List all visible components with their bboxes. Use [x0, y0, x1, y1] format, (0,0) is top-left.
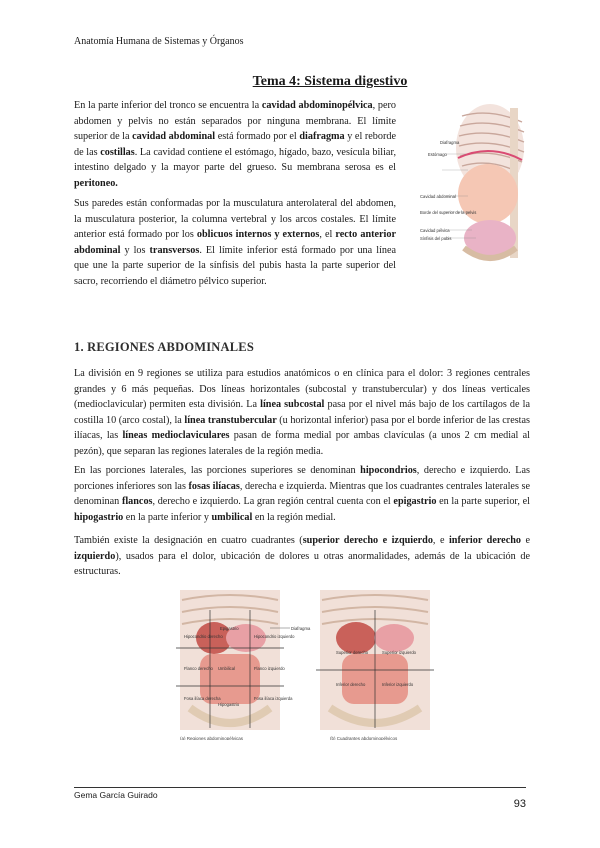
page-number: 93 — [513, 798, 526, 810]
quadrant-lower-right: Inferior derecho — [336, 682, 366, 687]
book-header: Anatomía Humana de Sistemas y Órganos — [74, 36, 244, 47]
bold-term: hipocondrios — [360, 465, 417, 476]
abdominal-cavity — [458, 164, 518, 224]
bold-term: línea transtubercular — [184, 414, 277, 426]
text-run: y los — [120, 244, 150, 256]
quadrants-panel — [316, 590, 434, 740]
bold-term: cavidad abdominopélvica — [261, 100, 373, 111]
bold-term: diafragma — [299, 131, 345, 142]
regions-panel — [176, 590, 295, 740]
bold-term: líneas medioclaviculares — [122, 430, 230, 441]
text-run: . La cavidad contiene el estómago, hígado, bazo, vesícula biliar, intestino delgado y la mayor parte del grueso. Su membrana serosa es el — [74, 146, 396, 173]
abdominal-regions-figure — [150, 590, 450, 740]
bold-term: flancos — [121, 496, 153, 507]
bold-term: oblicuos internos y externos — [196, 229, 320, 240]
section1-paragraph-3 — [74, 533, 530, 580]
caption-regions: (a) Regiones abdominopélvicas — [180, 736, 244, 740]
region-hypogastric: Hipogastrio — [218, 702, 240, 707]
bold-term: transversos — [149, 244, 200, 256]
text-run: en la parte inferior y — [123, 511, 212, 523]
bold-term: línea subcostal — [260, 399, 325, 410]
text-run: ), usados para el dolor, ubicación de dolores u otras anormalidades, además de la ubicación de estructuras. — [74, 550, 530, 577]
intro-paragraph-1 — [74, 98, 396, 191]
text-run: , el — [319, 229, 336, 240]
intro-paragraph-2 — [74, 196, 396, 289]
bold-term: inferior derecho — [448, 535, 521, 546]
footer-author: Gema García Guirado — [74, 790, 158, 800]
text-run: en la parte superior, el — [436, 496, 530, 507]
quadrant-upper-right: Superior derecho — [336, 650, 369, 655]
text-run: e — [520, 535, 530, 546]
text-run: , derecho e izquierdo. La gran región central cuenta con el — [152, 496, 394, 507]
bold-term: peritoneo. — [74, 177, 118, 189]
text-run: En las porciones laterales, las porciones superiores se denominan — [74, 465, 361, 476]
footer-divider — [74, 787, 526, 788]
fig-label-pelvic-cavity: Cavidad pélvica — [420, 228, 450, 233]
text-run: También existe la designación en cuatro cuadrantes ( — [74, 535, 303, 546]
section1-paragraph-1 — [74, 366, 530, 459]
text-run: , derecho e izquierdo. Las porciones inferiores son las — [74, 465, 530, 492]
text-run: y el reborde de las — [74, 131, 396, 158]
text-run: La división en 9 regiones se utiliza para estudios anatómicos o en clínica para el dolor: 3 regiones centrales grandes y 6 más pequeñas. Dos líneas horizontales (subcostal y transtubercular) y dos líneas verticales (medioclavicular) permiten esta división. La — [74, 368, 530, 410]
abdominopelvic-cavity-figure — [418, 98, 528, 276]
text-run: en la región medial. — [252, 511, 336, 523]
fig-label-stomach: Estómago — [428, 152, 447, 157]
fig-label-abdominal-cavity: Cavidad abdominal — [420, 194, 456, 199]
text-run: , derecha e izquierda. Mientras que los cuadrantes centrales laterales se denominan — [74, 480, 531, 507]
bold-term: epigastrio — [393, 496, 437, 507]
bold-term: hipogastrio — [74, 511, 124, 523]
fig-label-pelvic-brim: Borde del superior de la pelvis — [420, 210, 477, 215]
region-left-iliac: Fosa ilíaca izquierda — [254, 696, 293, 701]
text-run: En la parte inferior del tronco se encuentra la — [74, 100, 262, 111]
region-right-hypochondriac: Hipocondrio derecho — [184, 634, 223, 639]
label-diaphragm: Diafragma — [291, 626, 311, 631]
text-run: Sus paredes están conformadas por la musculatura anterolateral del abdomen, la musculatura posterior, la columna vertebral y los arcos costales. El límite anterior está formado por los — [74, 198, 396, 240]
region-umbilical: Umbilical — [218, 666, 235, 671]
bold-term: superior derecho e izquierdo — [302, 535, 433, 546]
bold-term: fosas ilíacas — [188, 480, 240, 492]
region-left-lumbar: Flanco izquierdo — [254, 666, 285, 671]
text-run: , e — [432, 535, 449, 546]
fig-label-pubic-symphysis: Sínfisis del pubis — [420, 236, 452, 241]
section-heading-abdominal-regions: 1. REGIONES ABDOMINALES — [74, 340, 254, 354]
text-run: . El límite inferior está formado por una línea que une la parte superior de la sínfisis del pubis hasta la parte superior del sacro, recorriendo el diámetro pélvico superior. — [74, 244, 396, 287]
bold-term: costillas — [100, 146, 135, 158]
region-right-lumbar: Flanco derecho — [184, 666, 213, 671]
quadrant-upper-left: Superior izquierdo — [382, 650, 416, 655]
text-run: pasa por el nivel más bajo de los cartílagos de la costilla 10 (arco costal), la — [74, 399, 530, 426]
text-run: pasan de forma medial por ambas clavículas (a unos 2 cm medial al pezón), que separan las regiones laterales de la región media. — [74, 430, 531, 457]
caption-quadrants: (b) Cuadrantes abdominopélvicos — [330, 736, 398, 740]
quadrant-lower-left: Inferior izquierdo — [382, 682, 414, 687]
section1-paragraph-2 — [74, 463, 530, 525]
chapter-title: Tema 4: Sistema digestivo — [252, 74, 408, 89]
bold-term: recto anterior abdominal — [74, 229, 396, 256]
region-right-iliac: Fosa ilíaca derecha — [184, 696, 221, 701]
text-run: , pero abdomen y pelvis no están separados por ninguna membrana. El límite superior de la — [74, 100, 396, 142]
region-left-hypochondriac: Hipocondrio izquierdo — [254, 634, 295, 639]
bold-term: izquierdo — [74, 550, 116, 562]
text-run: (u horizontal inferior) pasa por el borde inferior de las crestas ilíacas, las — [74, 414, 530, 441]
text-run: está formado por el — [215, 131, 300, 142]
region-epigastric: Epigastrio — [220, 626, 239, 631]
bold-term: cavidad abdominal — [132, 131, 216, 142]
fig-label-diaphragm: Diafragma — [440, 140, 460, 145]
bold-term: umbilical — [211, 511, 253, 523]
